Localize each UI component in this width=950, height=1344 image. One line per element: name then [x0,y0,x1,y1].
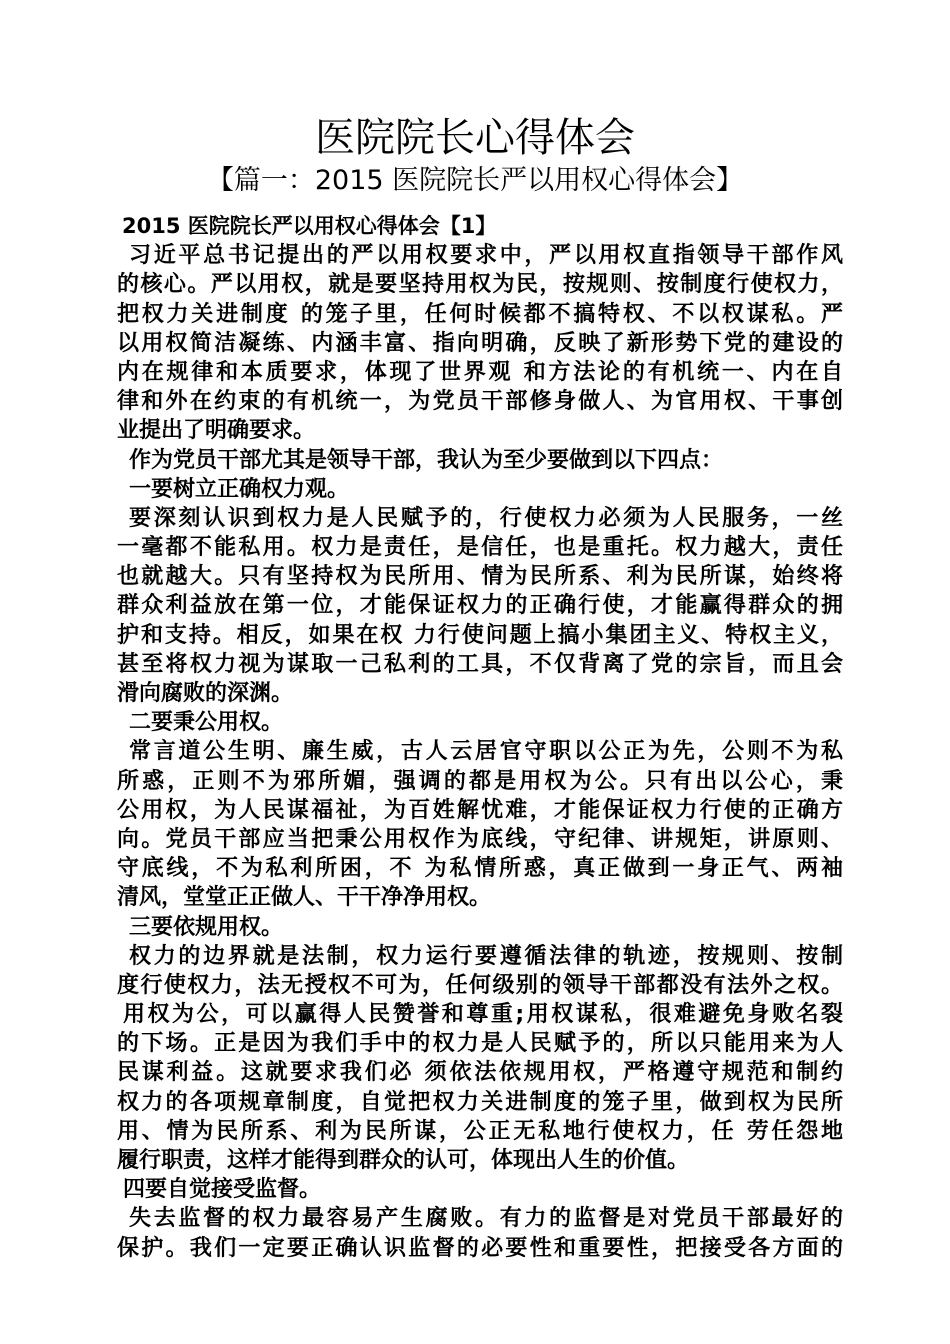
text-line: 清风，堂堂正正做人、干干净净用权。 [117,885,492,911]
text-line: 一毫都不能私用。权力是责任，是信任，也是重托。权力越大，责任 [117,535,843,561]
text-line: 用、情为民所系、利为民所谋，公正无私地行使权力，任 劳任怨地 [117,1118,843,1144]
text-line: 习近平总书记提出的严以用权要求中，严以用权直指领导干部作风 [129,243,843,269]
document-title: 医院院长心得体会 [315,115,635,161]
text-line: 常言道公生明、廉生威，古人云居官守职以公正为先，公则不为私 [129,739,843,765]
text-line: 的核心。严以用权，就是要坚持用权为民，按规则、按制度行使权力， [117,272,843,298]
text-line: 群众利益放在第一位，才能保证权力的正确行使，才能赢得群众的拥 [117,593,843,619]
text-line: 所惑，正则不为邪所媚，强调的都是用权为公。只有出以公心，秉 [117,768,843,794]
text-line: 失去监督的权力最容易产生腐败。有力的监督是对党员干部最好的 [129,1206,843,1232]
text-line: 四要自觉接受监督。 [123,1177,322,1203]
text-line: 的下场。正是因为我们手中的权力是人民赋予的，所以只能用来为人 [117,1031,843,1057]
text-line: 要深刻认识到权力是人民赋予的，行使权力必须为人民服务，一丝 [129,505,843,531]
text-line: 保护。我们一定要正确认识监督的必要性和重要性，把接受各方面的 [117,1235,843,1261]
text-line: 滑向腐败的深渊。 [117,681,294,706]
text-line: 也就越大。只有坚持权为民所用、情为民所系、利为民所谋，始终将 [117,564,843,590]
text-line: 公用权，为人民谋福祉，为百姓解忧难，才能保证权力行使的正确方 [117,797,843,823]
text-line: 把权力关进制度 的笼子里，任何时候都不搞特权、不以权谋私。严 [117,301,843,327]
text-line: 律和外在约束的有机统一，为党员干部修身做人、为官用权、干事创 [117,389,843,415]
text-line: 权力的各项规章制度，自觉把权力关进制度的笼子里，做到权为民所 [117,1089,843,1115]
document-body [117,212,843,1263]
text-line: 二要秉公用权。 [129,710,284,736]
text-line: 向。党员干部应当把秉公用权作为底线，守纪律、讲规矩，讲原则、 [117,826,843,852]
text-line: 作为党员干部尤其是领导干部，我认为至少要做到以下四点： [129,447,724,473]
section-heading: 2015 医院院长严以用权心得体会【1】 [122,214,497,238]
text-line: 守底线，不为私利所困，不 为私情所惑，真正做到一身正气、两袖 [117,856,843,882]
text-line: 度行使权力，法无授权不可为，任何级别的领导干部都没有法外之权。 [117,972,843,998]
document-subtitle: 【篇一：2015 医院院长严以用权心得体会】 [206,165,744,196]
text-line: 护和支持。相反，如果在权 力行使问题上搞小集团主义、特权主义， [117,622,843,648]
text-line: 用权为公，可以赢得人民赞誉和尊重;用权谋私，很难避免身败名裂 [123,1002,843,1028]
text-line: 内在规律和本质要求，体现了世界观 和方法论的有机统一、内在自 [117,359,843,385]
text-line: 三要依规用权。 [129,914,284,940]
text-line: 一要树立正确权力观。 [129,476,350,502]
text-line: 业提出了明确要求。 [117,418,316,444]
text-line: 民谋利益。这就要求我们必 须依法依规用权，严格遵守规范和制约 [117,1060,843,1086]
text-line: 履行职责，这样才能得到群众的认可，体现出人生的价值。 [117,1148,690,1173]
text-line: 以用权简洁凝练、内涵丰富、指向明确，反映了新形势下党的建设的 [117,330,843,356]
text-line: 权力的边界就是法制，权力运行要遵循法律的轨迹，按规则、按制 [129,943,843,969]
text-line: 甚至将权力视为谋取一己私利的工具，不仅背离了党的宗旨，而且会 [117,651,843,677]
